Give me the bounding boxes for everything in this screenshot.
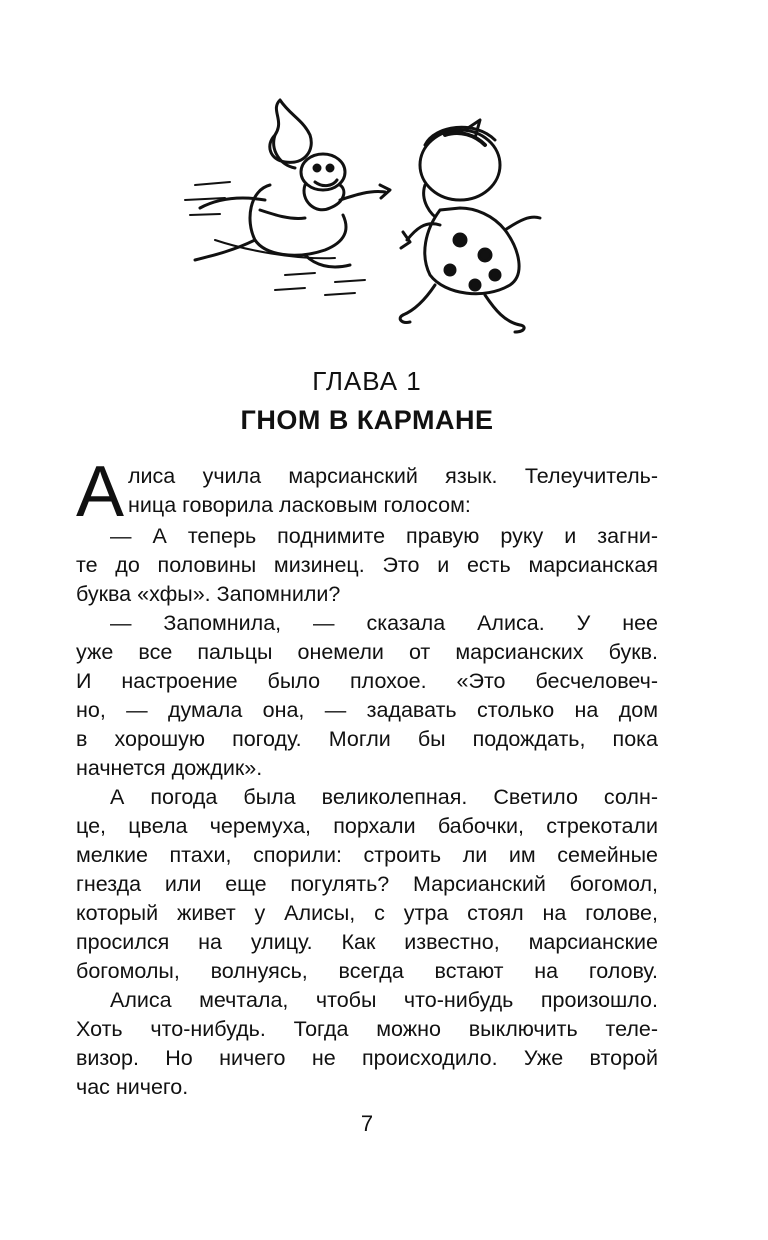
first-paragraph-opening (76, 452, 658, 532)
text-line: просился на улицу. Как известно, марсианские (76, 930, 658, 954)
drop-cap: А (76, 452, 125, 532)
text-line: це, цвела черемуха, порхали бабочки, стрекотали (76, 814, 658, 838)
text-line: который живет у Алисы, с утра стоял на голове, (76, 901, 658, 925)
gnome-and-alice-illustration (175, 90, 555, 350)
text-line: Хоть что-нибудь. Тогда можно выключить теле- (76, 1017, 658, 1041)
text-line: — Запомнила, — сказала Алиса. У нее (110, 611, 658, 635)
text-line: лиса учила марсианский язык. Телеучитель- (128, 464, 658, 488)
text-line: Алиса мечтала, чтобы что-нибудь произошло. (110, 988, 658, 1012)
text-line: в хорошую погоду. Могли бы подождать, пока (76, 727, 658, 751)
text-line: гнезда или еще погулять? Марсианский богомол, (76, 872, 658, 896)
text-line: И настроение было плохое. «Это бесчеловеч- (76, 669, 658, 693)
text-line: богомолы, волнуясь, всегда встают на голову. (76, 959, 658, 983)
page-number: 7 (360, 1111, 374, 1136)
text-line: визор. Но ничего не происходило. Уже второй (76, 1046, 658, 1070)
text-line: буква «хфы». Запомнили? (76, 582, 341, 606)
text-line: час ничего. (76, 1075, 189, 1099)
text-line: мелкие птахи, спорили: строить ли им семейные (76, 843, 658, 867)
text-line: те до половины мизинец. Это и есть марсианская (76, 553, 658, 577)
chapter-label: ГЛАВА 1 (312, 366, 422, 396)
text-line: ница говорила ласковым голосом: (128, 493, 471, 517)
text-line: А погода была великолепная. Светило солн- (110, 785, 658, 809)
text-line: но, — думала она, — задавать столько на дом (76, 698, 658, 722)
text-line: уже все пальцы онемели от марсианских букв. (76, 640, 658, 664)
body-text (76, 452, 658, 1102)
text-line: — А теперь поднимите правую руку и загни- (110, 524, 658, 548)
text-line: начнется дождик». (76, 756, 263, 780)
chapter-title: ГНОМ В КАРМАНЕ (240, 405, 494, 435)
